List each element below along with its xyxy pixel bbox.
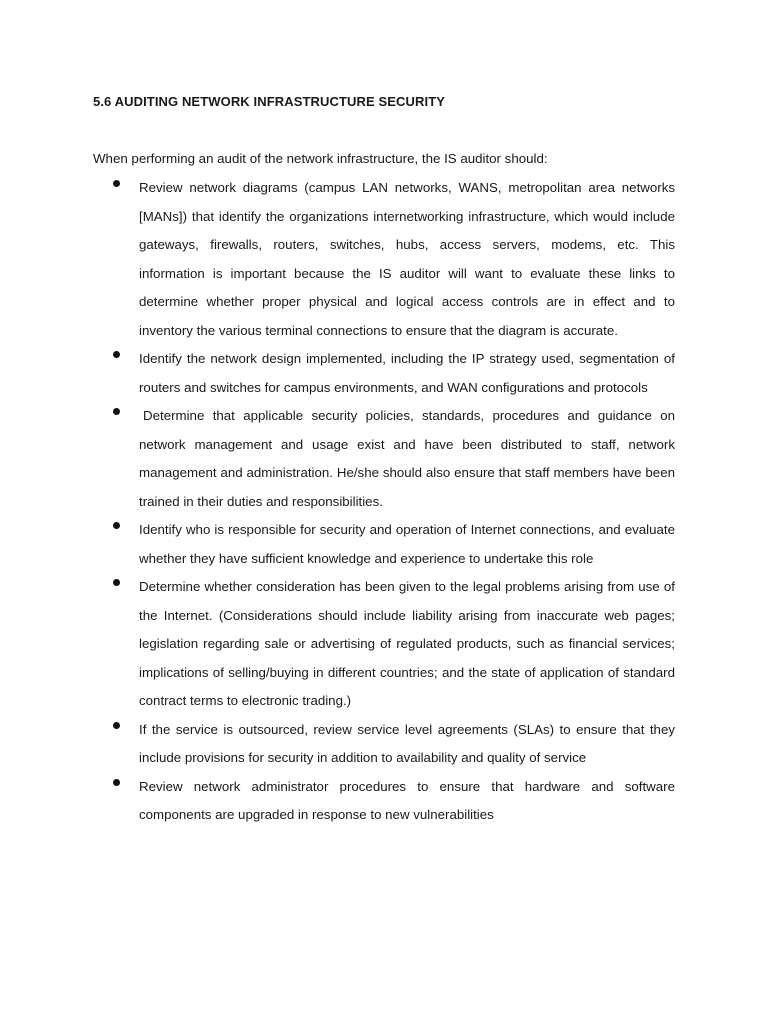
bullet-icon: [113, 522, 120, 529]
list-item-text: Review network administrator procedures to ensure that hardware and software components are upgraded in response to new vulnerabilities: [139, 778, 675, 822]
list-item: [0, 716, 768, 773]
list-item-text: Review network diagrams (campus LAN networks, WANS, metropolitan area networks [MANs]) that identify the organizations internetworking infrastructure, which would include gateways, firewalls, routers, switches, hubs, access servers, modems, etc. This information is important because the IS auditor will want to evaluate these links to determine whether proper physical and logical access controls are in effect and to inventory the various terminal connections to ensure that the diagram is accurate.: [139, 180, 675, 338]
bullet-icon: [113, 351, 120, 358]
list-item: [0, 773, 768, 830]
bullet-icon: [113, 779, 120, 786]
list-item: [0, 516, 768, 573]
bullet-list: [0, 174, 768, 830]
bullet-icon: [113, 180, 120, 187]
list-item-text: If the service is outsourced, review service level agreements (SLAs) to ensure that they include provisions for security in addition to availability and quality of service: [139, 721, 675, 765]
list-item-text: Determine whether consideration has been given to the legal problems arising from use of the Internet. (Considerations should include liability arising from inaccurate web pages; legislation regarding sale or advertising of regulated products, such as financial services; implications of selling/buying in different countries; and the state of application of standard contract terms to electronic trading.): [139, 579, 675, 708]
intro-paragraph: When performing an audit of the network infrastructure, the IS auditor should:: [93, 151, 548, 166]
bullet-icon: [113, 579, 120, 586]
list-item: [0, 174, 768, 345]
section-heading: 5.6 AUDITING NETWORK INFRASTRUCTURE SECURITY: [93, 94, 446, 109]
bullet-icon: [113, 408, 120, 415]
list-item: [0, 402, 768, 516]
list-item: [0, 345, 768, 402]
list-item-text: Identify who is responsible for security and operation of Internet connections, and evaluate whether they have sufficient knowledge and experience to undertake this role: [139, 522, 675, 566]
bullet-icon: [113, 722, 120, 729]
list-item: [0, 573, 768, 716]
list-item-text: Identify the network design implemented, including the IP strategy used, segmentation of routers and switches for campus environments, and WAN configurations and protocols: [139, 351, 675, 395]
list-item-text: Determine that applicable security policies, standards, procedures and guidance on network management and usage exist and have been distributed to staff, network management and administration. He/she should also ensure that staff members have been trained in their duties and responsibilities.: [139, 408, 675, 509]
